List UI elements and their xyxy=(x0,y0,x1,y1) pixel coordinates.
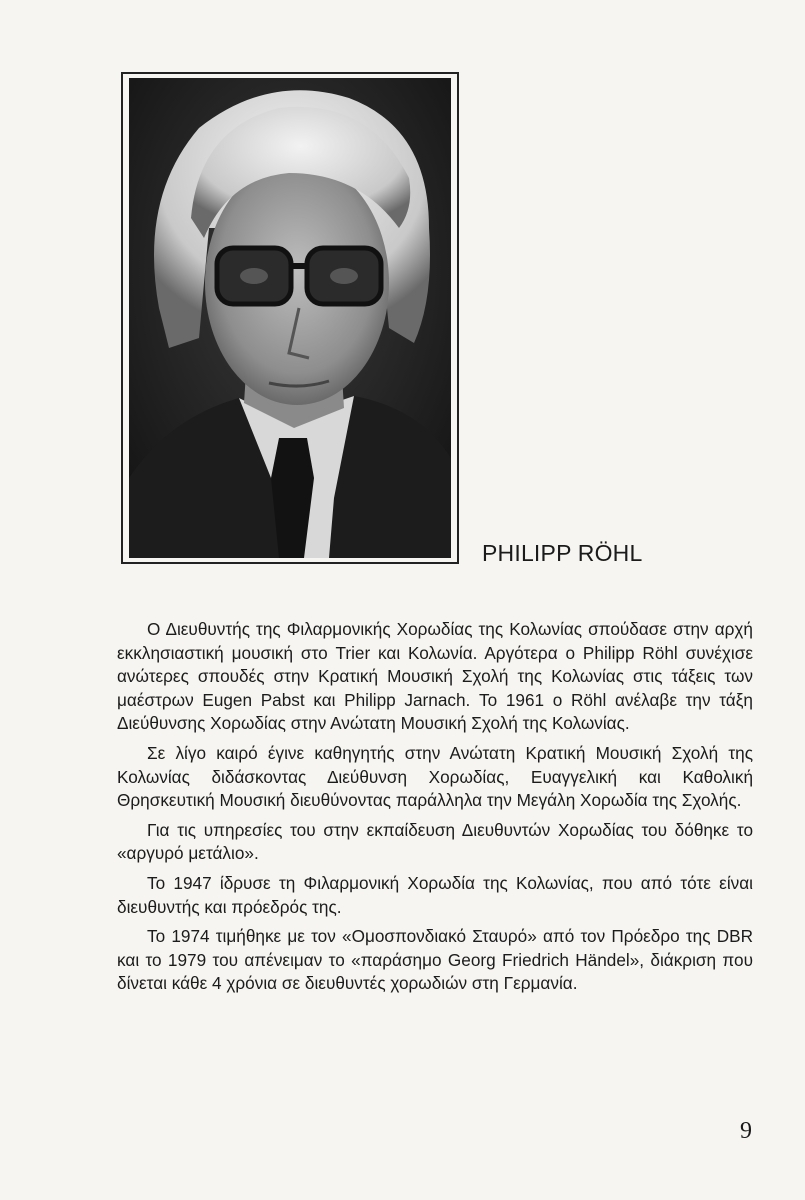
photo-caption: PHILIPP RÖHL xyxy=(482,540,643,566)
paragraph: Το 1974 τιμήθηκε με τον «Ομοσπονδιακό Σταυρό» από τον Πρόεδρο της DBR και το 1979 του απένειμαν το «παράσημο Georg Friedrich Händel», διάκριση που δίνεται κάθε 4 χρόνια σε διευθυντές χορωδιών στη Γερμανία. xyxy=(117,926,753,994)
paragraph: Για τις υπηρεσίες του στην εκπαίδευση Διευθυντών Χορωδίας του δόθηκε το «αργυρό μετάλιο». xyxy=(117,819,753,864)
page-number: 9 xyxy=(740,1118,752,1144)
portrait-photo-frame xyxy=(121,72,459,564)
paragraph: Σε λίγο καιρό έγινε καθηγητής στην Ανώτατη Κρατική Μουσική Σχολή της Κολωνίας διδάσκοντας Διεύθυνση Χορωδίας, Ευαγγελική και Καθολική Θρησκευτική Μουσική διευθύνοντας παράλληλα την Μεγάλη Χορωδία της Σχολής. xyxy=(117,742,753,811)
paragraph: Ο Διευθυντής της Φιλαρμονικής Χορωδίας της Κολωνίας σπούδασε στην αρχή εκκλησιαστική μουσική στο Trier και Κολωνία. Αργότερα ο Philipp Röhl συνέχισε ανώτερες σπουδές στην Κρατική Μουσική Σχολή της Κολωνίας στις τάξεις των μαέστρων Eugen Pabst και Philipp Jarnach. Το 1961 ο Röhl ανέλαβε την τάξη Διεύθυνσης Χορωδίας στην Ανώτατη Μουσική Σχολή της Κολωνίας. xyxy=(117,619,753,734)
paragraph: Το 1947 ίδρυσε τη Φιλαρμονική Χορωδία της Κολωνίας, που από τότε είναι διευθυντής και πρόεδρός της. xyxy=(117,872,753,917)
portrait-photo xyxy=(129,78,451,558)
biography-text xyxy=(117,618,753,1002)
